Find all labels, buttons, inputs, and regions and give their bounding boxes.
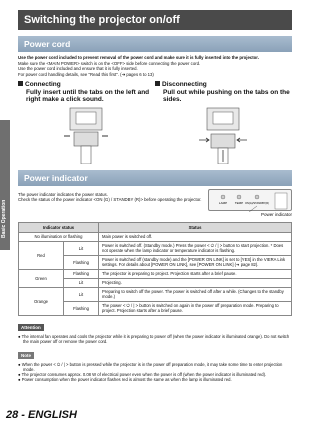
table-cell: Power is switched off (standby mode) and the [POWER ON LINK] is set to [YES] in the VIERA Link settings. For details about [POWER ON LINK], see [POWER ON LINK] (➜ page 82). <box>99 255 292 269</box>
power-cord-line3: For power cord handling details, see "Read this first". (➜ pages 6 to 13) <box>18 71 154 77</box>
table-cell: Flashing <box>64 301 99 315</box>
section-power-cord: Power cord <box>18 36 292 52</box>
attention-label: Attention <box>18 324 44 331</box>
bullet-square-icon <box>155 81 160 86</box>
table-cell: Flashing <box>64 255 99 269</box>
table-row <box>19 287 292 301</box>
table-row <box>19 269 292 278</box>
table-cell: Lit <box>64 278 99 287</box>
plug-disconnect-icon <box>155 106 292 164</box>
power-cord-intro: Use the power cord included to prevent removal of the power cord and make sure it is fully inserted into the projector. <box>18 55 259 60</box>
table-cell: The power < ⏻ / | > button is switched on again in the power off preparation mode. Preparing to project. Projection starts after a brief pause. <box>99 301 292 315</box>
indicator-lights-icon <box>209 190 293 212</box>
table-row <box>19 232 292 241</box>
power-indicator-line1: The power indicator indicates the power status. <box>18 191 108 197</box>
table-cell: The projector is preparing to project. Projection starts after a brief pause. <box>99 269 292 278</box>
indicator-panel-figure <box>208 189 292 217</box>
indicator-panel <box>208 189 292 211</box>
indicator-status-table <box>18 222 292 316</box>
connecting-text: Fully insert until the tabs on the left and right make a click sound. <box>26 88 150 103</box>
connecting-illustration <box>18 106 155 164</box>
power-indicator-line2: Check the status of the power indicator <ON (G) / STANDBY (R)> before operating the projector. <box>18 197 202 202</box>
table-row <box>19 241 292 255</box>
list-item: ● When the power < ⏻ / | > button is pressed while the projector is in the power off preparation mode, it may take some time to enter projection mode. <box>18 361 283 372</box>
panel-label-temp: TEMP <box>234 200 244 205</box>
panel-label-on-standby: ON(G)/STANDBY(R) <box>244 201 270 205</box>
connecting-title: Connecting <box>25 81 61 88</box>
table-cell: Flashing <box>64 269 99 278</box>
side-tab <box>0 120 10 250</box>
table-header-status: Status <box>99 222 292 232</box>
table-header-indicator: Indicator status <box>19 222 99 232</box>
power-indicator-text <box>18 192 208 217</box>
disconnecting-title: Disconnecting <box>162 81 207 88</box>
table-cell: Power is switched off. (Standby mode.) Press the power < ⏻ / | > button to start projection. * Does not operate when the lamp indicator or temperature indicator is flashing. <box>99 241 292 255</box>
cord-instructions <box>18 81 292 164</box>
power-cord-text <box>18 55 292 77</box>
table-cell: Orange <box>19 287 64 315</box>
connecting-column <box>18 81 155 164</box>
table-cell: No illumination or flashing <box>19 232 99 241</box>
disconnecting-illustration <box>155 106 292 164</box>
section-power-indicator: Power indicator <box>18 170 292 186</box>
power-cord-line2: Use the power cord included and ensure that it is fully inserted. <box>18 66 138 71</box>
list-item: ● The projector consumes approx. 0.08 W of electrical power even when the power is off (when the power indicator is illuminated red). <box>18 371 267 377</box>
note-label: Note <box>18 352 34 359</box>
power-cord-line1: Make sure the <MAIN POWER> switch is on the <OFF> side before connecting the power cord. <box>18 60 201 66</box>
table-cell: Main power is switched off. <box>99 232 292 241</box>
power-indicator-callout: Power indicator <box>260 211 292 217</box>
bullet-square-icon <box>18 81 23 86</box>
disconnecting-text: Pull out while pushing on the tabs on the sides. <box>163 88 290 103</box>
table-cell: Red <box>19 241 64 269</box>
table-cell: Projecting. <box>99 278 292 287</box>
table-cell: Lit <box>64 241 99 255</box>
list-item: ● The internal fan operates and cools the projector while it is preparing to power off (when the power indicator is illuminated orange). Do not switch the main power off or remove the power cord. <box>18 333 290 344</box>
page-title: Switching the projector on/off <box>18 10 292 30</box>
attention-list <box>18 334 292 344</box>
table-cell: Lit <box>64 287 99 301</box>
power-indicator-row <box>18 189 292 217</box>
list-item: ● Power consumption when the power indicator flashes red is almost the same as when the lamp is illuminated red. <box>18 376 232 382</box>
disconnecting-column <box>155 81 292 164</box>
panel-label-lamp: LAMP <box>218 200 228 205</box>
note-list <box>18 362 292 382</box>
side-tab-label: Basic Operation <box>1 199 7 238</box>
page-content <box>18 10 292 382</box>
page-footer: 28 - ENGLISH <box>6 409 77 421</box>
plug-connect-icon <box>18 106 155 164</box>
table-cell: Green <box>19 269 64 287</box>
table-cell: Preparing to switch off the power. The power is switched off after a while. (Changes to the standby mode.) <box>99 287 292 301</box>
